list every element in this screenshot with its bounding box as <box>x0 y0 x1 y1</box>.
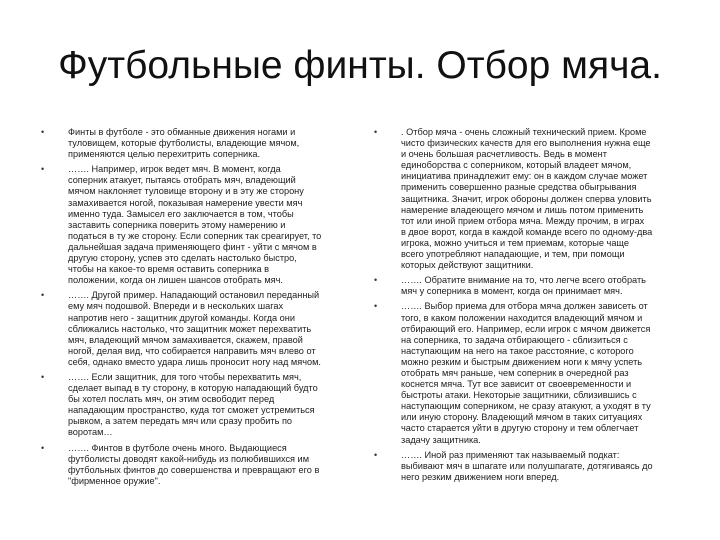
bullet-item <box>374 127 692 271</box>
bullet-item <box>41 127 359 160</box>
bullet-item <box>41 443 359 487</box>
bullet-text: ……. Другой пример. Нападающий остановил переданный ему мяч подошвой. Впереди и в нескольких шагах напротив него - защитник другой команды. Когда они сближались настолько, что защитник может перехватить мяч, владеющий мячом замахивается, скажем, правой ногой, делая вид, что собирается направить мяч влево от себя, однако вместо удара лишь проносит ногу над мячом. <box>68 290 321 367</box>
bullet-text: ……. Иной раз применяют так называемый подкат: выбивают мяч в шпагате или полушпагате, дотягиваясь до него резким движением ноги вперед. <box>401 449 653 482</box>
bullet-marker: • <box>41 290 45 301</box>
bullet-text: ……. Выбор приема для отбора мяча должен зависеть от того, в каком положении находится владеющий мячом и отбирающий его. Например, если игрок с мячом движется на соперника, то задача отбирающего - сблизиться с наступающим на него на такое расстояние, с которого можно резким и быстрым движением ноги к мячу успеть отобрать мяч раньше, чем соперник в очередной раз коснется мяча. Тут все зависит от своевременности и быстроты атаки. Некоторые защитники, сблизившись с наступающим соперником, не сразу атакуют, а уходят в ту или иную сторону. Владеющий мячом в таких ситуациях часто старается уйти в другую сторону и тем облегчает задачу защитника. <box>401 301 651 445</box>
bullet-item <box>41 164 359 286</box>
bullet-marker: • <box>41 442 45 453</box>
bullet-marker: • <box>41 164 45 175</box>
bullet-marker: • <box>374 449 378 460</box>
bullet-item <box>41 372 359 439</box>
bullet-text: . Отбор мяча - очень сложный технический прием. Кроме чисто физических качеств для его выполнения нужна еще и очень большая расчетливость. Ведь в момент единоборства с соперником, который владеет мячом, инициатива принадлежит ему: он в каждом случае может применить совершенно разные средства обыгрывания защитника. Значит, игрок обороны должен сперва уловить намерение владеющего мячом и лишь потом применить тот или иной прием отбора мяча. Между прочим, в играх в двое ворот, когда в каждой команде всего по одному-два игрока, можно учиться и тем приемам, которые чаще всего употребляют нападающие, и тем, при помощи которых действуют защитники. <box>401 127 653 271</box>
bullet-item <box>41 290 359 368</box>
bullet-item <box>374 301 692 445</box>
slide-title: Футбольные финты. Отбор мяча. <box>58 44 662 87</box>
bullet-marker: • <box>41 127 45 137</box>
bullet-text: ……. Если защитник, для того чтобы перехватить мяч, сделает выпад в ту сторону, в которую нападающий будто бы хотел послать мяч, он этим освободит перед нападающим пространство, куда тот сможет устремиться рывком, а затем передать мяч или сразу пробить по воротам… <box>68 371 318 438</box>
bullet-text: Финты в футболе - это обманные движения ногами и туловищем, которые футболисты, владеющие мячом, применяются целью перехитрить соперника. <box>68 127 300 160</box>
bullet-marker: • <box>374 301 378 312</box>
bullet-item <box>374 275 692 297</box>
right-column <box>374 127 692 483</box>
bullet-text: ……. Финтов в футболе очень много. Выдающиеся футболисты доводят какой-нибудь из полюбившихся им футбольных финтов до совершенства и превращают его в "фирменное оружие". <box>68 442 320 486</box>
bullet-marker: • <box>374 275 378 286</box>
left-column <box>41 127 359 487</box>
bullet-text: ……. Обратите внимание на то, что легче всего отобрать мяч у соперника в момент, когда он принимает мяч. <box>401 275 646 297</box>
bullet-marker: • <box>374 127 378 137</box>
bullet-marker: • <box>41 371 45 382</box>
bullet-item <box>374 450 692 483</box>
bullet-text: ……. Например, игрок ведет мяч. В момент, когда соперник атакует, пытаясь отобрать мяч, владеющий мячом наклоняет туловище второну и в эту же сторону замахивается ногой, показывая намерение увести мяч именно туда. Замысел его заключается в том, чтобы заставить соперника поверить этому намерению и податься в ту же сторону. Если соперник так среагирует, то дальнейшая задача применяющего финт - уйти с мячом в другую сторону, успев это сделать настолько быстро, чтобы на какое-то время оставить соперника в положении, когда он лишен шансов отобрать мяч. <box>68 164 322 286</box>
